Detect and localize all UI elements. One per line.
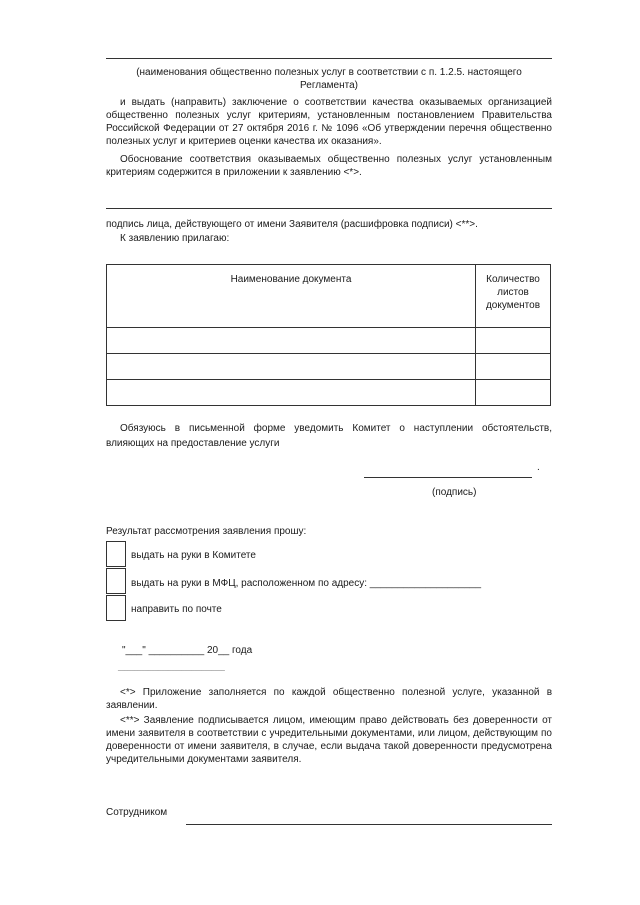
result-label: Результат рассмотрения заявления прошу: — [106, 526, 307, 537]
table-row — [107, 328, 551, 354]
table-cell-count[interactable] — [476, 328, 551, 354]
table-cell-name[interactable] — [107, 380, 476, 406]
table-cell-name[interactable] — [107, 354, 476, 380]
attach-label: К заявлению прилагаю: — [120, 233, 230, 244]
header-sheet-count-line-3: документов — [485, 300, 541, 311]
option-label-mfc: выдать на руки в МФЦ, расположенном по адресу: ____________________ — [131, 578, 482, 589]
table-cell-count[interactable] — [476, 354, 551, 380]
date-line: "___" __________ 20__ года — [122, 645, 253, 656]
option-checkbox-committee[interactable] — [106, 541, 126, 567]
applicant-signature-line — [364, 477, 532, 478]
employee-label: Сотрудником — [106, 807, 168, 818]
signature-mark: . — [537, 462, 540, 473]
header-sheet-count — [476, 265, 551, 328]
signature-blank-line — [106, 208, 552, 209]
documents-table — [106, 264, 551, 406]
table-cell-count[interactable] — [476, 380, 551, 406]
services-blank-line — [106, 58, 552, 59]
header-sheet-count-line-1: Количество — [486, 274, 540, 285]
header-document-name — [107, 265, 476, 328]
option-checkbox-mail[interactable] — [106, 595, 126, 621]
justification-paragraph: Обоснование соответствия оказываемых общественно полезных услуг установленным критериям содержится в приложении к заявлению <*>. — [106, 154, 552, 178]
signature-caption: подпись лица, действующего от имени Заявителя (расшифровка подписи) <**>. — [106, 219, 478, 230]
table-row — [107, 380, 551, 406]
table-row — [107, 354, 551, 380]
services-caption: (наименования общественно полезных услуг в соответствии с п. 1.2.5. настоящего Регламента) — [136, 67, 522, 91]
obligation-paragraph: Обязуюсь в письменной форме уведомить Комитет о наступлении обстоятельств, влияющих на предоставление услуги — [106, 423, 552, 449]
header-sheet-count-line-2: листов — [497, 287, 529, 298]
footnote-separator: ________________________________ — [118, 665, 225, 671]
signature-label: (подпись) — [432, 487, 477, 498]
option-label-mail: направить по почте — [131, 604, 222, 615]
table-header-row — [107, 265, 551, 328]
footnote-1: <*> Приложение заполняется по каждой общественно полезной услуге, указанной в заявлении. — [106, 687, 552, 711]
employee-blank-line — [186, 824, 552, 825]
header-document-name-text: Наименование документа — [230, 274, 352, 285]
option-label-committee: выдать на руки в Комитете — [131, 550, 256, 561]
option-checkbox-mfc[interactable] — [106, 568, 126, 594]
footnote-2: <**> Заявление подписывается лицом, имеющим право действовать без доверенности от имени заявителя в соответствии с учредительными документами, или лицом, действующим по доверенности от имени заявителя, в случае, если выдача такой доверенности предусмотрена учредительными документами заявителя. — [106, 715, 552, 765]
table-cell-name[interactable] — [107, 328, 476, 354]
request-paragraph: и выдать (направить) заключение о соответствии качества оказываемых организацией общественно полезных услуг критериям, установленным постановлением Правительства Российской Федерации от 27 октября 2016 г. № 1096 «Об утверждении перечня общественно полезных услуг и критериев оценки качества их оказания». — [106, 97, 552, 147]
